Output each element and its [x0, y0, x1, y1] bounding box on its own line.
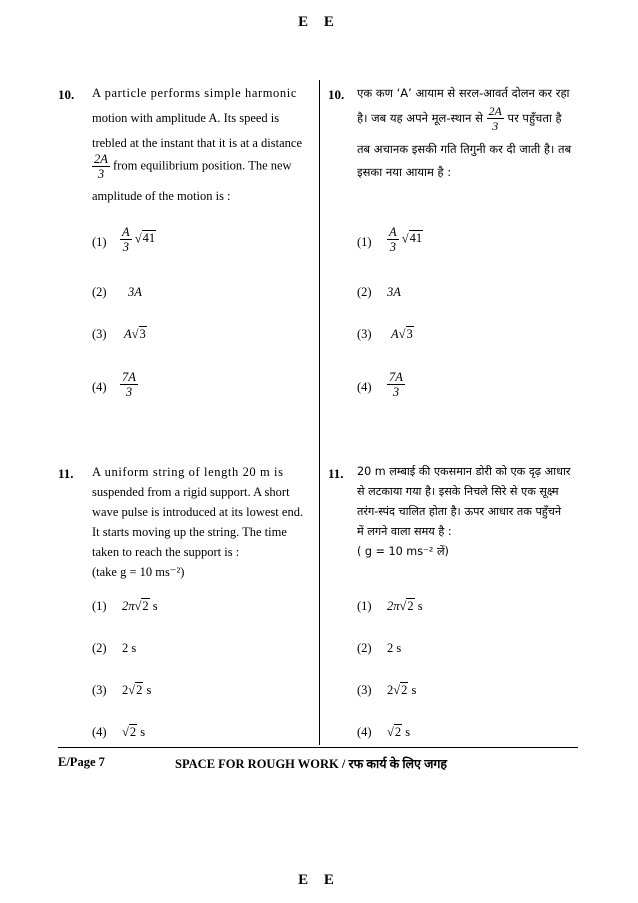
page-number: E/Page 7 [58, 755, 105, 769]
q10-en-line1: A particle performs simple harmonic [92, 86, 297, 100]
q10-en-line3: trebled at the instant that it is at a distance [92, 136, 303, 150]
footer-divider [58, 747, 578, 748]
q10-en-line2: motion with amplitude A. Its speed is [92, 111, 280, 125]
q10-en-option-3[interactable]: (3) A√3 [92, 327, 146, 341]
header-code: E E [298, 14, 340, 30]
q10-number-hi: 10. [328, 87, 345, 102]
q11-en-line4: It starts moving up the string. The time [92, 525, 287, 539]
rough-work-label: SPACE FOR ROUGH WORK / रफ कार्य के लिए जगह [175, 757, 448, 771]
q10-en-line4: $\frac{2A}{3}$ from equilibrium position. The new [94, 152, 292, 181]
q10-hi-line2: है। जब यह अपने मूल-स्थान से $\frac{2A}{3}$ पर पहुँचता है [357, 104, 562, 133]
q10-en-option-4[interactable]: (4) $\frac{7A}{3}$ [92, 370, 136, 399]
q10-hi-line3: तब अचानक इसकी गति तिगुनी कर दी जाती है। तब [357, 142, 572, 156]
q10-hi-option-4[interactable]: (4) $\frac{7A}{3}$ [357, 370, 403, 399]
q11-en-option-4[interactable]: (4) √2 s [92, 725, 146, 739]
q10-hi-option-2[interactable]: (2) 3A [357, 285, 401, 299]
q11-number-en: 11. [58, 466, 74, 481]
q11-hi-option-4[interactable]: (4) √2 s [357, 725, 411, 739]
q11-en-option-1[interactable]: (1) 2π√2 s [92, 599, 158, 613]
q10-number-en: 10. [58, 87, 75, 102]
q11-hi-line5: ( g = 10 ms⁻² लें) [357, 545, 449, 558]
q10-hi-line1: एक कण ‘A’ आयाम से सरल-आवर्त दोलन कर रहा [357, 86, 570, 100]
q11-hi-line3: तरंग-स्पंद चालित होता है। ऊपर आधार तक पहुँचने [357, 505, 562, 518]
q10-en-line5: amplitude of the motion is : [92, 189, 231, 203]
q10-hi-option-1[interactable]: (1) $\frac{A}{3}$ √41 [357, 225, 423, 254]
q10-en-option-2[interactable]: (2) 3A [92, 285, 142, 299]
q11-hi-option-3[interactable]: (3) 2√2 s [357, 683, 417, 697]
q11-hi-line1: 20 m लम्बाई की एकसमान डोरी को एक दृढ़ आधार [357, 465, 571, 478]
q11-text-hi [357, 462, 582, 562]
q11-en-option-2[interactable]: (2) 2 s [92, 641, 137, 655]
q10-text-en [92, 81, 312, 156]
q10-en-fraction: $\frac{2A}{3}$ [94, 152, 108, 181]
q11-en-option-3[interactable]: (3) 2√2 s [92, 683, 152, 697]
column-divider [319, 80, 320, 745]
q11-hi-line4: में लगने वाला समय है : [357, 525, 452, 538]
q11-en-line3: wave pulse is introduced at its lowest end. [92, 505, 304, 519]
footer-code: E E [298, 872, 340, 888]
q10-hi-option-3[interactable]: (3) A√3 [357, 327, 413, 341]
q11-hi-line2: से लटकाया गया है। इसके निचले सिरे से एक सूक्ष्म [357, 485, 559, 498]
q11-en-line2: suspended from a rigid support. A short [92, 485, 290, 499]
q11-hi-option-1[interactable]: (1) 2π√2 s [357, 599, 423, 613]
q10-hi-line4: इसका नया आयाम है : [357, 165, 452, 179]
q11-en-line1: A uniform string of length 20 m is [92, 465, 284, 479]
q11-en-line5: taken to reach the support is : [92, 545, 240, 559]
q10-en-option-1[interactable]: (1) $\frac{A}{3}$ √41 [92, 225, 156, 254]
q11-en-line6: (take g = 10 ms⁻²) [92, 565, 185, 579]
q11-number-hi: 11. [328, 466, 344, 481]
q11-hi-option-2[interactable]: (2) 2 s [357, 641, 402, 655]
q11-text-en [92, 462, 314, 582]
